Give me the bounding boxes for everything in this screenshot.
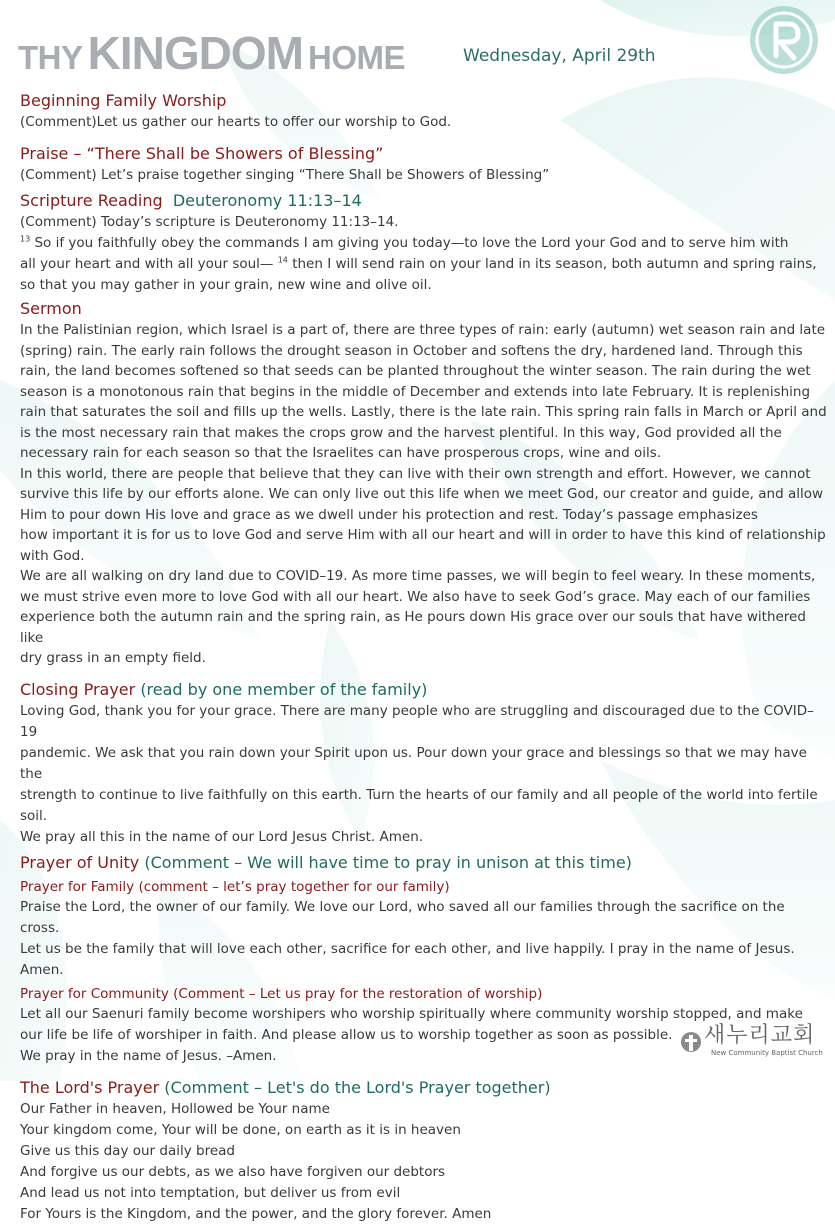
sermon-line: season is a monotonous rain that begins in the middle of December and extends into late February. It is replenishing <box>20 383 811 400</box>
section-heading-prayer-of-unity <box>20 852 828 874</box>
verse-14-text: then I will send rain on your land in its season, both autumn and spring rains, <box>287 256 817 272</box>
unity-heading-note: (Comment – We will have time to pray in unison at this time) <box>144 852 632 872</box>
family-prayer-line: Praise the Lord, the owner of our family. We love our Lord, who saved all our families through the sacrifice on the cross. <box>20 898 785 936</box>
scripture-comment: (Comment) Today’s scripture is Deuteronomy 11:13–14. <box>20 214 399 230</box>
sermon-line: with God. <box>20 547 85 564</box>
verse-13-continued: all your heart and with all your soul— <box>20 256 278 272</box>
sermon-line: (spring) rain. The early rain follows the drought season in October and softens the dry, hardened land. Through this <box>20 342 803 359</box>
beginning-comment: (Comment)Let us gather our hearts to offer our worship to God. <box>20 114 452 130</box>
sermon-line: survive this life by our efforts alone. We can only live out this life when we meet God, our creator and guide, and allow <box>20 486 824 502</box>
sermon-line: experience both the autumn rain and the spring rain, as He pours down His grace over our souls that have withered like <box>20 609 806 646</box>
sermon-line: In this world, there are people that believe that they can live with their own strength and effort. However, we cannot <box>20 465 811 482</box>
sermon-line: rain that saturates the soil and fills up the wells. Lastly, there is the late rain. This spring rain falls in March or April and <box>20 404 827 420</box>
page-title <box>18 26 405 80</box>
title-kingdom: KINGDOM <box>87 27 303 79</box>
sermon-line: dry grass in an empty field. <box>20 650 206 666</box>
section-heading-closing-prayer <box>20 679 828 701</box>
church-name-english: New Community Baptist Church <box>711 1049 823 1057</box>
praise-comment: (Comment) Let’s praise together singing “There Shall be Showers of Blessing” <box>20 167 550 183</box>
lords-prayer-heading-note: (Comment – Let's do the Lord's Prayer together) <box>164 1077 551 1097</box>
verse-number-13: 13 <box>20 234 31 244</box>
lords-prayer-line: Your kingdom come, Your will be done, on earth as it is in heaven <box>20 1121 461 1138</box>
section-heading-lords-prayer <box>20 1077 828 1099</box>
section-heading-praise: Praise – “There Shall be Showers of Blessing” <box>20 144 384 163</box>
closing-line: We pray all this in the name of our Lord Jesus Christ. Amen. <box>20 828 424 845</box>
unity-heading-label: Prayer of Unity <box>20 852 140 872</box>
closing-line: strength to continue to live faithfully on this earth. Turn the hearts of our family and all people of the world into fertile soil. <box>20 786 818 824</box>
scripture-heading-label: Scripture Reading <box>20 191 163 210</box>
church-logo-icon <box>680 1027 702 1057</box>
lords-prayer-line: Give us this day our daily bread <box>20 1142 235 1159</box>
title-home: HOME <box>308 39 406 76</box>
family-prayer-line: Let us be the family that will love each other, sacrifice for each other, and live happily. I pray in the name of Jesus. Amen. <box>20 940 795 978</box>
title-thy: THY <box>18 39 83 76</box>
closing-line: pandemic. We ask that you rain down your Spirit upon us. Pour down your grace and blessings so that we may have the <box>20 744 807 782</box>
sermon-line: Him to pour down His love and grace as we dwell under his protection and rest. Today’s passage emphasizes <box>20 506 758 523</box>
church-name-korean: 새누리교회 <box>704 1023 816 1048</box>
lords-prayer-line: Our Father in heaven, Hollowed be Your name <box>20 1100 330 1117</box>
sermon-line: In the Palistinian region, which Israel is a part of, there are three types of rain: early (autumn) wet season rain and late <box>20 322 826 338</box>
closing-line: Loving God, thank you for your grace. There are many people who are struggling and discouraged due to the COVID–19 <box>20 702 814 740</box>
section-heading-scripture <box>20 190 828 212</box>
verse-number-14: 14 <box>277 255 288 265</box>
scripture-verse-13 <box>20 233 828 254</box>
closing-heading-label: Closing Prayer <box>20 679 136 699</box>
subheading-prayer-for-community: Prayer for Community (Comment – Let us pray for the restoration of worship) <box>20 985 543 1002</box>
community-prayer-line: We pray in the name of Jesus. –Amen. <box>20 1047 277 1064</box>
subheading-prayer-for-family: Prayer for Family (comment – let’s pray together for our family) <box>20 878 450 895</box>
community-prayer-line: our life be life of worshiper in faith. And please allow us to worship together as soon as possible. <box>20 1026 673 1043</box>
verse-14-continued: so that you may gather in your grain, new wine and olive oil. <box>20 277 432 293</box>
section-heading-sermon: Sermon <box>20 299 82 318</box>
section-heading-beginning: Beginning Family Worship <box>20 91 227 110</box>
verse-13-text: So if you faithfully obey the commands I am giving you today—to love the Lord your God and to serve him with <box>30 235 789 251</box>
sermon-line: rain, the land becomes softened so that seeds can be planted throughout the winter season. The rain during the wet <box>20 363 811 379</box>
closing-heading-note: (read by one member of the family) <box>140 679 428 699</box>
lords-prayer-line: For Yours is the Kingdom, and the power, and the glory forever. Amen <box>20 1205 492 1222</box>
thy-kingdom-home-logo-icon <box>748 4 820 76</box>
sermon-line: necessary rain for each season so that the Israelites can have prosperous crops, wine and oils. <box>20 445 662 461</box>
lords-prayer-line: And lead us not into temptation, but deliver us from evil <box>20 1184 401 1201</box>
sermon-line: We are all walking on dry land due to COVID–19. As more time passes, we will begin to feel weary. In these moments, <box>20 568 816 584</box>
sermon-body <box>20 320 828 669</box>
sermon-line: is the most necessary rain that makes the crops grow and the harvest plentiful. In this way, God provided all the <box>20 424 782 441</box>
sermon-line: how important it is for us to love God and serve Him with all our heart and will in order to have this kind of relationship <box>20 527 826 543</box>
scripture-reference: Deuteronomy 11:13–14 <box>172 191 362 210</box>
worship-guide <box>20 90 828 1225</box>
lords-prayer-line: And forgive us our debts, as we also have forgiven our debtors <box>20 1163 446 1180</box>
page-date: Wednesday, April 29th <box>463 46 656 66</box>
sermon-line: we must strive even more to love God with all our heart. We also have to seek God’s grace. May each of our families <box>20 588 811 605</box>
scripture-verse-14 <box>20 254 828 275</box>
community-prayer-line: Let all our Saenuri family become worshipers who worship spiritually where community worship stopped, and make <box>20 1005 803 1022</box>
lords-prayer-heading-label: The Lord's Prayer <box>20 1077 160 1097</box>
